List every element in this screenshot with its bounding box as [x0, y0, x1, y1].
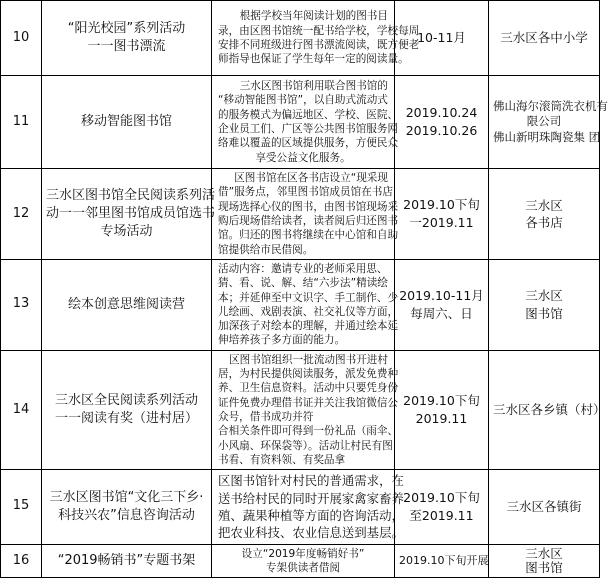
content-line: 三水区图书馆利用联合图书馆的 [239, 80, 388, 93]
activity-name-line: 绘本创意思维阅读营 [67, 296, 185, 312]
activity-name-line: 科技兴农”信息咨询活动 [58, 507, 195, 523]
activity-name-line: 动一一邻里图书馆成员馆选书 [46, 205, 216, 221]
activity-place [489, 544, 600, 578]
activity-name [42, 260, 212, 351]
activity-time [395, 169, 489, 260]
content-line: 根据学校当年阅读计划的图书目 [239, 10, 388, 23]
time-line: 一2019.11 [409, 215, 474, 230]
table-row [1, 470, 600, 544]
activity-name-line: 一一阅读有奖（进村居） [54, 410, 198, 426]
time-line: 2019.10下旬 [403, 196, 480, 212]
activity-time [395, 544, 489, 578]
activity-name-line: 三水区全民阅读系列活动 [54, 392, 198, 408]
activity-content [212, 350, 399, 469]
place-line: 三水区各乡镇（村） [493, 402, 606, 418]
activity-name [42, 470, 212, 544]
activity-place [489, 350, 606, 469]
table-row [1, 1, 600, 76]
place-line: 各书店 [525, 215, 563, 230]
content-line: 借”服务点，邻里图书馆成员馆在书店 [218, 186, 393, 199]
content-line: 本；并延伸至中文识字、手工制作、少 [218, 291, 399, 304]
activity-name-line: “阳光校园”系列活动 [67, 20, 186, 36]
activity-place [489, 260, 600, 351]
content-line: 专架供读者借阅 [265, 561, 341, 574]
content-line: 络难以覆盖的区域提供服务，方便民众 [218, 137, 399, 150]
time-line: 至2019.11 [409, 507, 474, 523]
time-line: 每周六、日 [410, 305, 473, 321]
time-line: 2019.10.26 [405, 123, 478, 138]
content-line: 购后现场借给读者，读者阅后归还图书 [218, 215, 399, 227]
content-line: 区图书馆针对村民的普通需求，在 [218, 473, 404, 489]
activity-content [212, 544, 395, 578]
activity-place [489, 76, 608, 169]
place-line: 图书馆 [525, 305, 563, 321]
time-line: 2019.10下旬 [403, 392, 480, 408]
time-line: 2019.10.24 [405, 104, 478, 120]
activity-content [212, 260, 399, 351]
place-line: 三水区 [525, 545, 563, 561]
table-row [1, 169, 600, 260]
table-row [1, 544, 600, 578]
content-line: 居，为村民提供阅读服务，派发免费种 [218, 368, 399, 381]
place-line: 三水区各镇街 [506, 499, 582, 515]
activity-content [212, 470, 404, 544]
place-line: 佛山新明珠陶瓷集 团 [493, 129, 601, 144]
content-line: 证件免费办理借书证并关注我馆微信公 [218, 396, 399, 409]
activity-name [42, 544, 212, 578]
content-line: 录，由区图书馆统一配书给学校，学校每周 [218, 24, 420, 37]
content-line: 伸培养孩子多方面的能力。 [218, 334, 346, 347]
activity-content [212, 1, 420, 76]
content-line: “移动智能图书馆”，以自助式流动式 [218, 94, 388, 107]
activity-name-line: 一一图书漂流 [87, 39, 166, 54]
table-row [1, 76, 600, 169]
content-line: 众号，借书成功并符 [218, 410, 314, 423]
activity-place [489, 169, 600, 260]
content-line: 馆提供给市民借阅。 [218, 243, 314, 256]
activity-name-line: “2019畅销书”专题书架 [57, 552, 196, 568]
place-line: 佛山海尔滚筒洗衣机有 [493, 98, 608, 113]
place-line: 三水区各中小学 [500, 30, 588, 46]
row-number: 13 [1, 260, 42, 351]
content-line: 猜、看、说、解、结“六步法”精读绘 [218, 277, 388, 290]
content-line: 现场选择心仪的图书，由图书馆现场采 [218, 200, 399, 213]
activity-name [42, 1, 212, 76]
place-line: 三水区 [525, 288, 563, 304]
row-number: 15 [1, 470, 42, 544]
content-line: 把农业科技、农业信息送到基层。 [218, 525, 404, 541]
activity-time [395, 76, 489, 169]
content-line: 师指导也保证了学生每年一定的阅读量。 [218, 53, 409, 66]
activity-content [212, 76, 399, 169]
content-line: 加深孩子对绘本的理解，并通过绘本延 [218, 320, 399, 333]
time-line: 2019.10-11月 [399, 287, 484, 303]
row-number: 14 [1, 350, 42, 469]
activity-content [212, 169, 399, 260]
content-line: 设立“2019年度畅销好书” [241, 547, 365, 560]
content-line: 合相关条件即可得到一份礼品（雨伞、 [218, 425, 399, 438]
content-line: 书看、有资料领、有奖品拿 [218, 453, 346, 466]
content-line: 儿绘画、戏剧表演、社交礼仪等方面， [218, 305, 399, 318]
time-line: 2019.10下旬开展 [399, 554, 489, 567]
time-line: 2019.10下旬 [403, 489, 480, 505]
table-row [1, 350, 600, 469]
activity-name-line: 三水区图书馆“文化三下乡· [49, 489, 204, 505]
time-line: 2019.11 [415, 410, 468, 426]
time-line: 10-11月 [417, 29, 466, 45]
content-line: 区图书馆在区各书店设立“现采现 [234, 172, 388, 185]
place-line: 限公司 [526, 114, 562, 129]
activity-time [395, 260, 489, 351]
activity-name-line: 专场活动 [100, 224, 153, 240]
content-line: 馆。归还的图书将继续在中心馆和自助 [218, 229, 399, 242]
activity-time [395, 350, 489, 469]
activity-name [42, 350, 212, 469]
row-number: 16 [1, 544, 42, 578]
place-line: 三水区 [525, 197, 563, 213]
content-line: 小风扇、环保袋等）。活动让村民有图 [218, 439, 393, 452]
row-number: 12 [1, 169, 42, 260]
content-line: 的服务模式为偏远地区、学校、医院、 [218, 108, 399, 121]
content-line: 养、卫生信息资料。活动中只要凭身份 [218, 382, 399, 395]
row-number: 11 [1, 76, 42, 169]
activity-name [42, 169, 216, 260]
content-line: 企业员工们、广区等公共图书馆服务网 [218, 123, 399, 135]
activity-name [42, 76, 212, 169]
activity-place [489, 470, 600, 544]
content-line: 安排不同班级进行图书漂流阅读，既方便老 [218, 39, 420, 51]
activity-place [489, 1, 600, 76]
activity-name-line: 三水区图书馆全民阅读系列活 [46, 187, 216, 203]
row-number: 10 [1, 1, 42, 76]
content-line: 殖、蔬果种植等方面的咨询活动， [218, 507, 404, 523]
place-line: 图书馆 [525, 559, 563, 575]
content-line: 区图书馆组织一批流动图书开进村 [229, 353, 388, 366]
content-line: 活动内容：邀请专业的老师采用思、 [218, 263, 388, 275]
activity-name-line: 移动智能图书馆 [80, 113, 172, 129]
content-line: 送书给村民的同时开展家禽家畜养 [218, 490, 404, 506]
content-line: 享受公益文化服务。 [255, 151, 351, 164]
activity-time [395, 470, 489, 544]
table-row [1, 260, 600, 351]
